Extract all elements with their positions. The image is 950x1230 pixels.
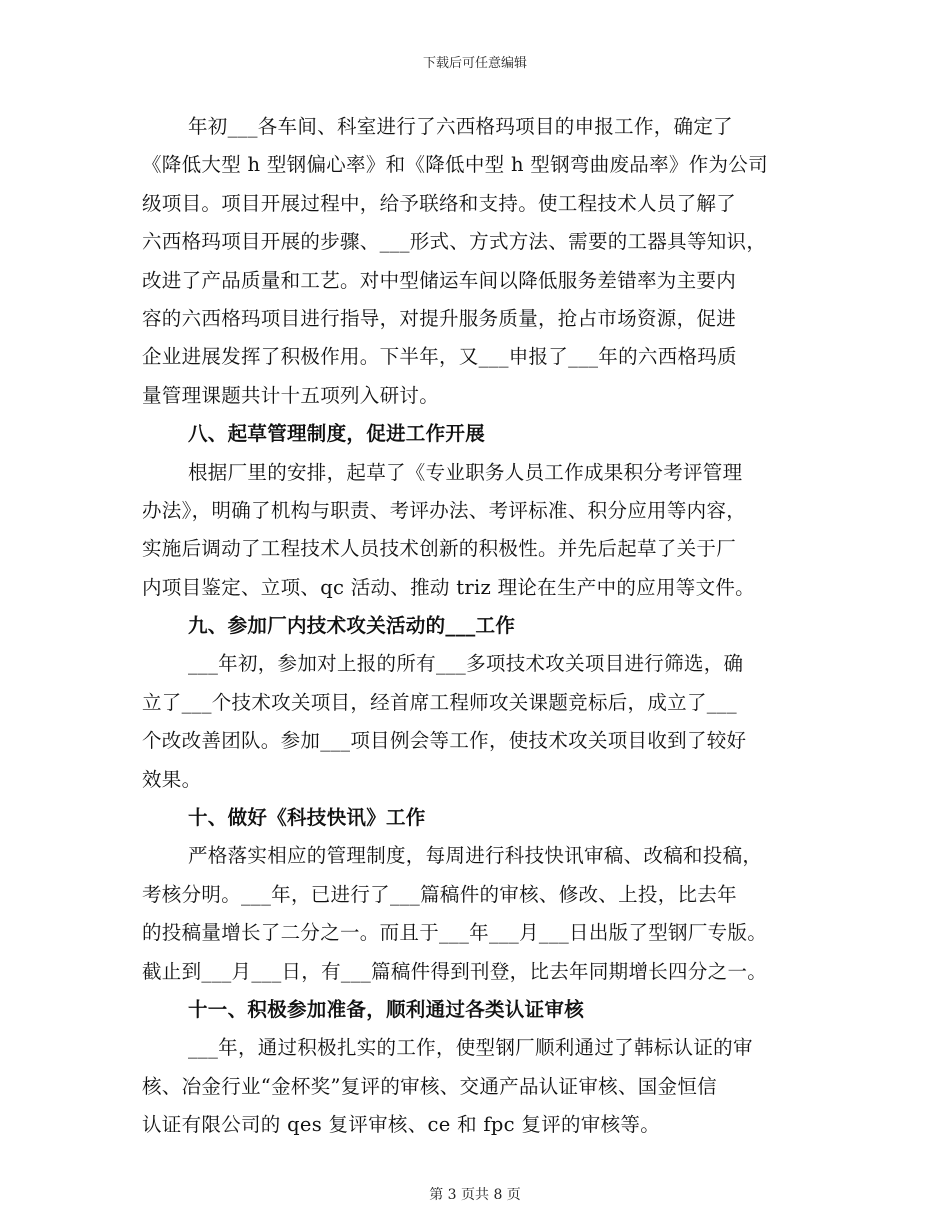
paragraph-line: 考核分明。___年，已进行了___篇稿件的审核、修改、上投，比去年 bbox=[142, 882, 737, 906]
paragraph-line: 立了___个技术攻关项目，经首席工程师攻关课题竞标后，成立了___ bbox=[142, 690, 737, 714]
paragraph-line: 严格落实相应的管理制度，每周进行科技快讯审稿、改稿和投稿， bbox=[188, 844, 763, 868]
paragraph-line: 企业进展发挥了积极作用。下半年，又___申报了___年的六西格玛质 bbox=[142, 345, 737, 369]
paragraph-line: 办法》，明确了机构与职责、考评办法、考评标准、积分应用等内容， bbox=[142, 498, 747, 522]
page-header: 下载后可任意编辑 bbox=[422, 56, 527, 71]
paragraph-line: 核、冶金行业“金杯奖”复评的审核、交通产品认证审核、国金恒信 bbox=[142, 1074, 717, 1098]
section-heading: 八、起草管理制度，促进工作开展 bbox=[188, 422, 486, 446]
page-footer: 第 3 页共 8 页 bbox=[429, 1187, 521, 1203]
paragraph-line: 的投稿量增长了二分之一。而且于___年___月___日出版了型钢厂专版。 bbox=[142, 921, 768, 945]
paragraph-line: 实施后调动了工程技术人员技术创新的积极性。并先后起草了关于厂 bbox=[142, 537, 737, 561]
section-heading: 九、参加厂内技术攻关活动的___工作 bbox=[188, 614, 516, 638]
section-heading: 十一、积极参加准备，顺利通过各类认证审核 bbox=[188, 997, 585, 1021]
document-body bbox=[142, 108, 822, 1145]
paragraph-line: ___年初，参加对上报的所有___多项技术攻关项目进行筛选，确 bbox=[188, 652, 744, 676]
section-heading: 十、做好《科技快讯》工作 bbox=[188, 806, 426, 830]
paragraph-line: 《降低大型 h 型钢偏心率》和《降低中型 h 型钢弯曲废品率》作为公司 bbox=[142, 153, 768, 177]
paragraph-line: 六西格玛项目开展的步骤、___形式、方式方法、需要的工器具等知识， bbox=[142, 230, 767, 254]
paragraph-line: 根据厂里的安排，起草了《专业职务人员工作成果积分考评管理 bbox=[188, 460, 743, 484]
paragraph-line: ___年，通过积极扎实的工作，使型钢厂顺利通过了韩标认证的审 bbox=[188, 1036, 753, 1060]
paragraph-line: 个改改善团队。参加___项目例会等工作，使技术攻关项目收到了较好 bbox=[142, 729, 747, 753]
paragraph-line: 量管理课题共计十五项列入研讨。 bbox=[142, 383, 440, 407]
paragraph-line: 容的六西格玛项目进行指导，对提升服务质量，抢占市场资源，促进 bbox=[142, 306, 737, 330]
paragraph-line: 内项目鉴定、立项、qc 活动、推动 triz 理论在生产中的应用等文件。 bbox=[142, 575, 755, 599]
paragraph-line: 改进了产品质量和工艺。对中型储运车间以降低服务差错率为主要内 bbox=[142, 268, 737, 292]
paragraph-line: 年初___各车间、科室进行了六西格玛项目的申报工作，确定了 bbox=[188, 115, 733, 138]
paragraph-line: 认证有限公司的 qes 复评审核、ce 和 fpc 复评的审核等。 bbox=[142, 1113, 661, 1137]
paragraph-line: 截止到___月___日，有___篇稿件得到刊登，比去年同期增长四分之一。 bbox=[142, 959, 768, 983]
paragraph-line: 效果。 bbox=[142, 767, 202, 791]
paragraph-line: 级项目。项目开展过程中，给予联络和支持。使工程技术人员了解了 bbox=[142, 191, 737, 215]
